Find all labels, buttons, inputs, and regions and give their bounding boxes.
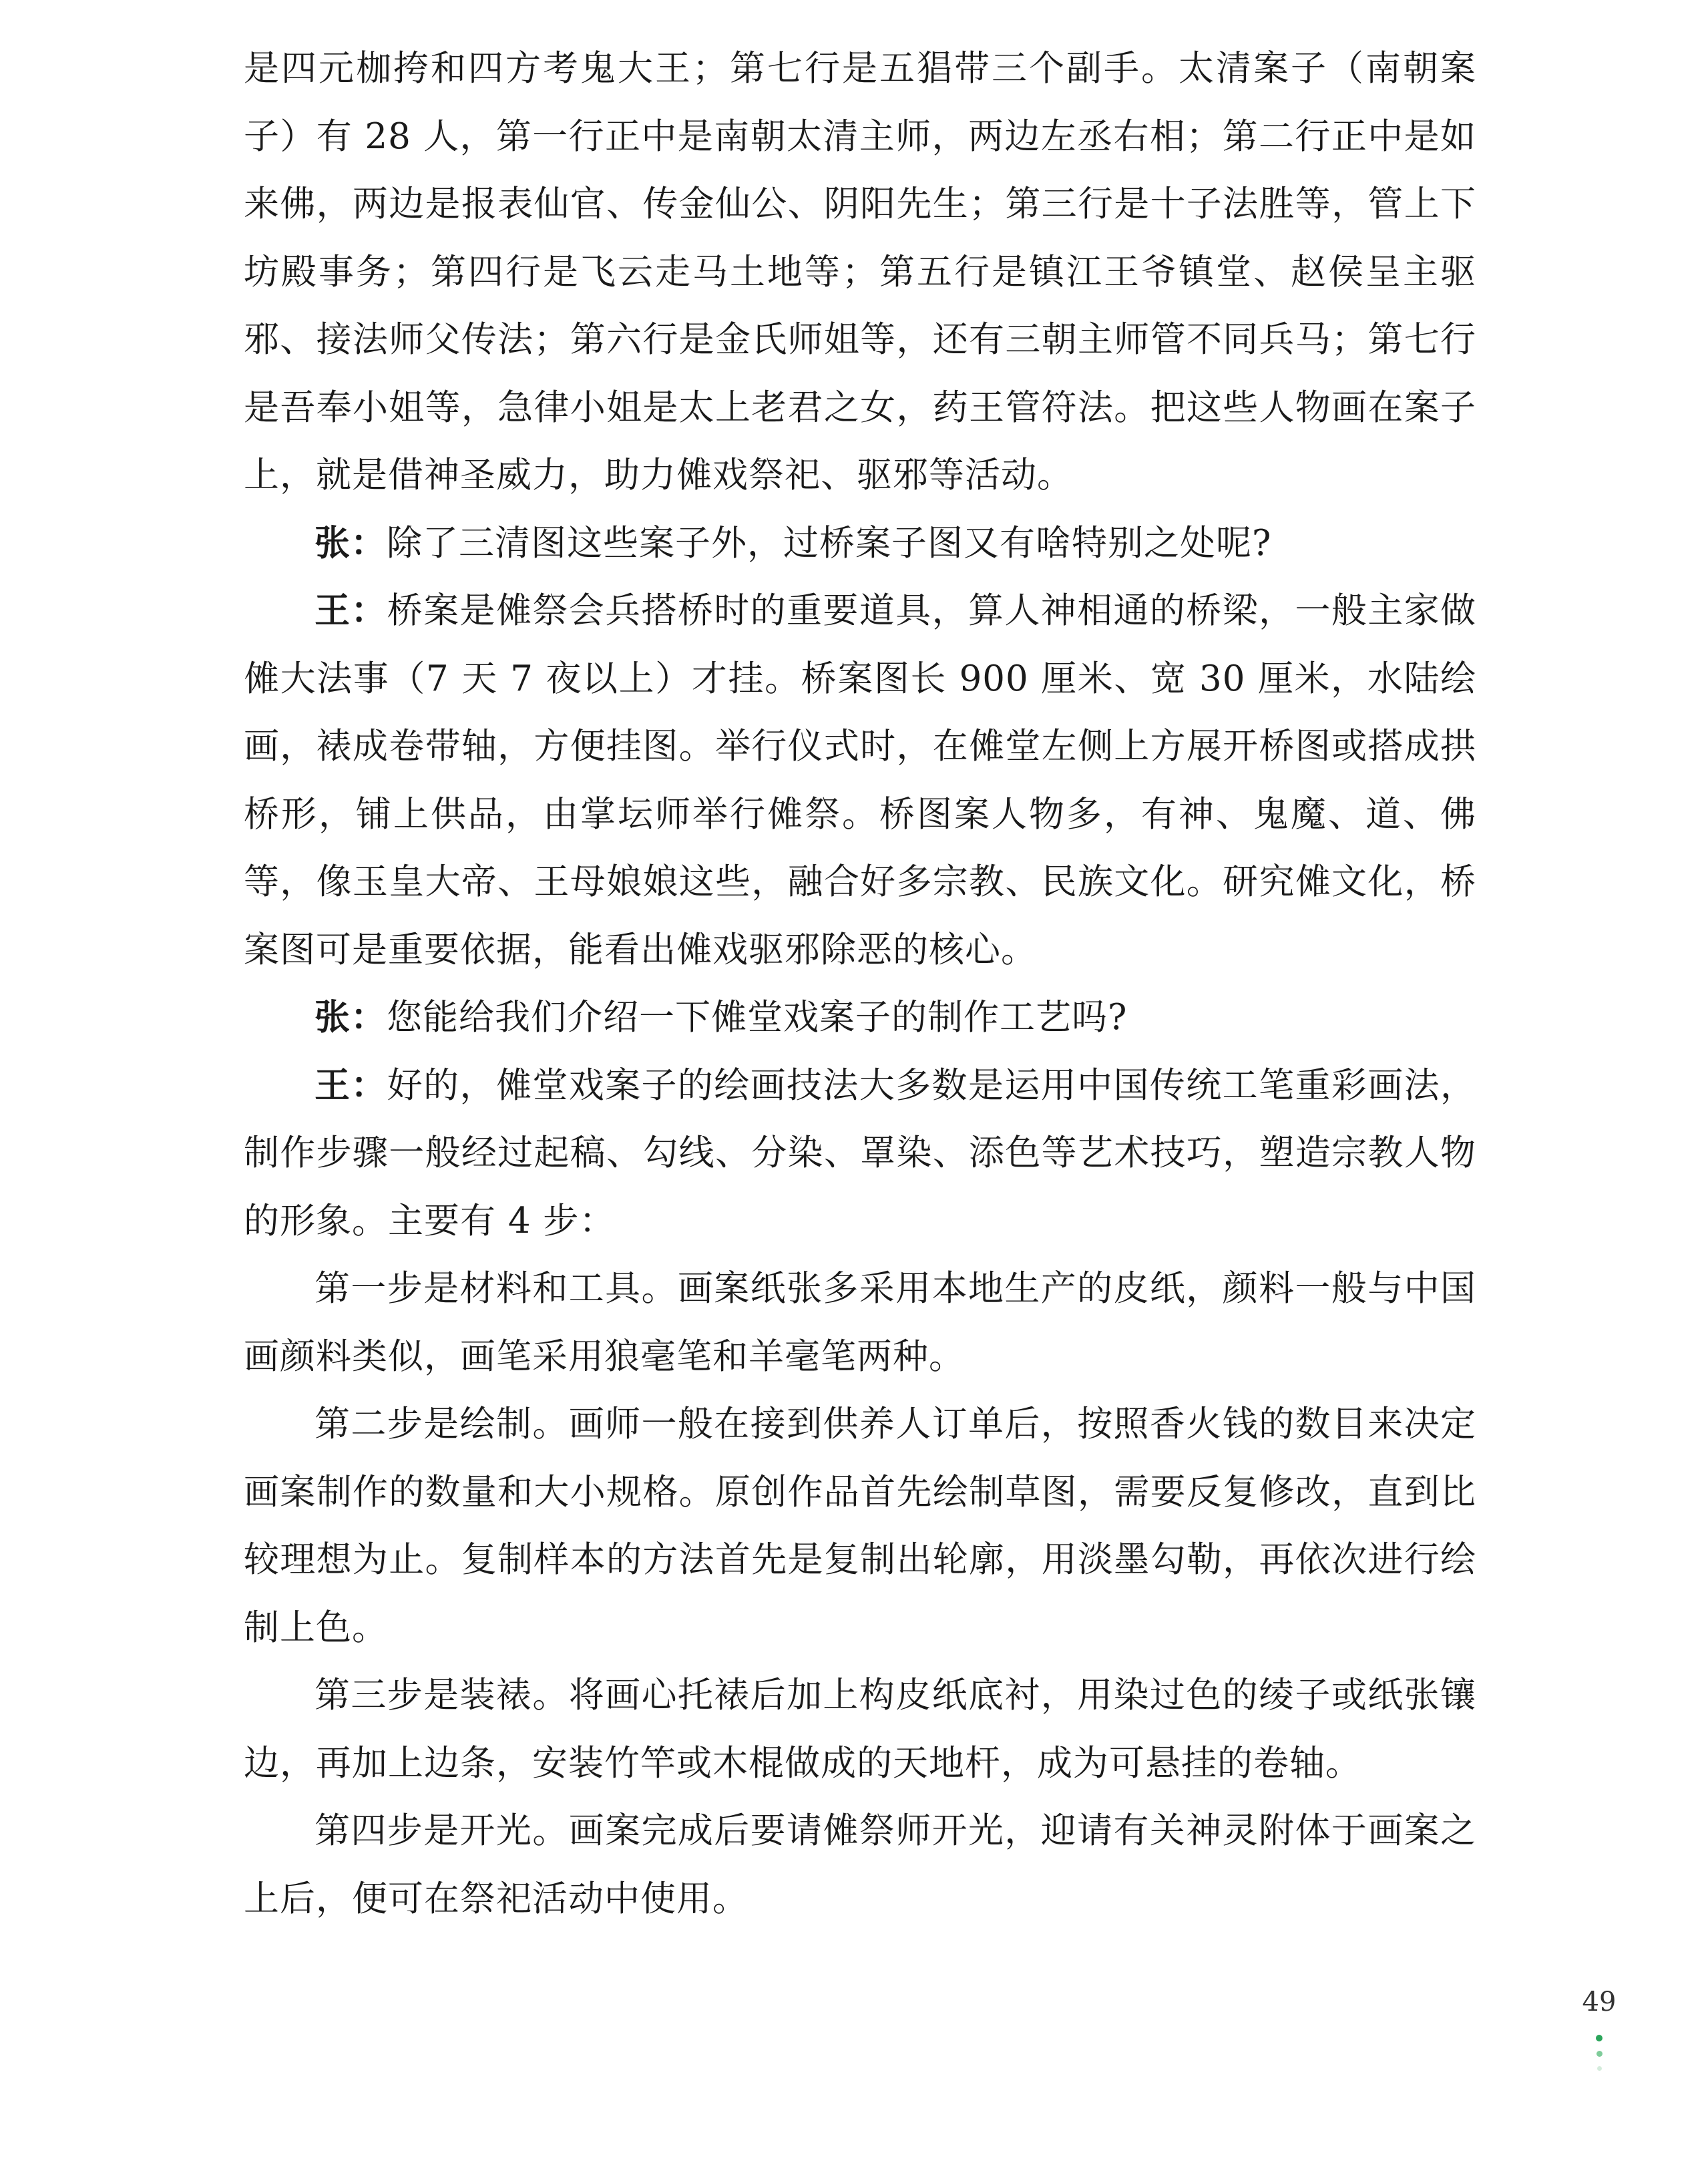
decorative-dots <box>1592 2035 1607 2080</box>
paragraph-text: 桥案是傩祭会兵搭桥时的重要道具，算人神相通的桥梁，一般主家做傩大法事（7 天 7 夜以上）才挂。桥案图长 900 厘米、宽 30 厘米，水陆绘画，裱成卷带轴，方便挂图。举行仪式时，在傩堂左侧上方展开桥图或搭成拱桥形，铺上供品，由掌坛师举行傩祭。桥图案人物多，有神、鬼魔、道、佛等，像玉皇大帝、王母娘娘这些，融合好多宗教、民族文化。研究傩文化，桥案图可是重要依据，能看出傩戏驱邪除恶的核心。 <box>244 590 1477 970</box>
paragraph-6 <box>244 1255 1476 1390</box>
speaker-label: 王： <box>314 1064 387 1106</box>
paragraph-text: 第一步是材料和工具。画案纸张多采用本地生产的皮纸，颜料一般与中国画颜料类似，画笔采用狼毫笔和羊毫笔两种。 <box>244 1268 1476 1377</box>
paragraph-2 <box>244 510 1476 578</box>
paragraph-text: 是四元枷挎和四方考鬼大王；第七行是五猖带三个副手。太清案子（南朝案子）有 28 人，第一行正中是南朝太清主师，两边左丞右相；第二行正中是如来佛，两边是报表仙官、传金仙公、阴阳先生；第三行是十子法胜等，管上下坊殿事务；第四行是飞云走马土地等；第五行是镇江王爷镇堂、赵侯呈主驱邪、接法师父传法；第六行是金氏师姐等，还有三朝主师管不同兵马；第七行是吾奉小姐等，急律小姐是太上老君之女，药王管符法。把这些人物画在案子上，就是借神圣威力，助力傩戏祭祀、驱邪等活动。 <box>244 48 1476 495</box>
paragraph-text: 好的，傩堂戏案子的绘画技法大多数是运用中国传统工笔重彩画法，制作步骤一般经过起稿、勾线、分染、罩染、添色等艺术技巧，塑造宗教人物的形象。主要有 4 步： <box>244 1064 1477 1241</box>
paragraph-1 <box>244 35 1476 510</box>
paragraph-text: 第四步是开光。画案完成后要请傩祭师开光，迎请有关神灵附体于画案之上后，便可在祭祀活动中使用。 <box>244 1810 1476 1919</box>
paragraph-text: 您能给我们介绍一下傩堂戏案子的制作工艺吗? <box>387 997 1128 1038</box>
speaker-label: 张： <box>314 997 387 1038</box>
paragraph-8 <box>244 1661 1476 1797</box>
paragraph-4 <box>244 984 1476 1052</box>
page-number: 49 <box>1582 1987 1617 2017</box>
paragraph-text: 第二步是绘制。画师一般在接到供养人订单后，按照香火钱的数目来决定画案制作的数量和大小规格。原创作品首先绘制草图，需要反复修改，直到比较理想为止。复制样本的方法首先是复制出轮廓，用淡墨勾勒，再依次进行绘制上色。 <box>244 1404 1476 1648</box>
paragraph-9 <box>244 1797 1476 1933</box>
dot-icon <box>1596 2051 1603 2057</box>
dot-icon <box>1596 2035 1603 2041</box>
speaker-label: 张： <box>314 522 387 564</box>
paragraph-text: 除了三清图这些案子外，过桥案子图又有啥特别之处呢? <box>387 522 1272 564</box>
page-body <box>244 35 1476 1933</box>
dot-icon <box>1597 2066 1602 2071</box>
speaker-label: 王： <box>314 590 387 631</box>
paragraph-7 <box>244 1390 1476 1661</box>
paragraph-3 <box>244 577 1476 984</box>
paragraph-text: 第三步是装裱。将画心托裱后加上构皮纸底衬，用染过色的绫子或纸张镶边，再加上边条，安装竹竿或木棍做成的天地杆，成为可悬挂的卷轴。 <box>244 1675 1476 1784</box>
paragraph-5 <box>244 1052 1476 1255</box>
